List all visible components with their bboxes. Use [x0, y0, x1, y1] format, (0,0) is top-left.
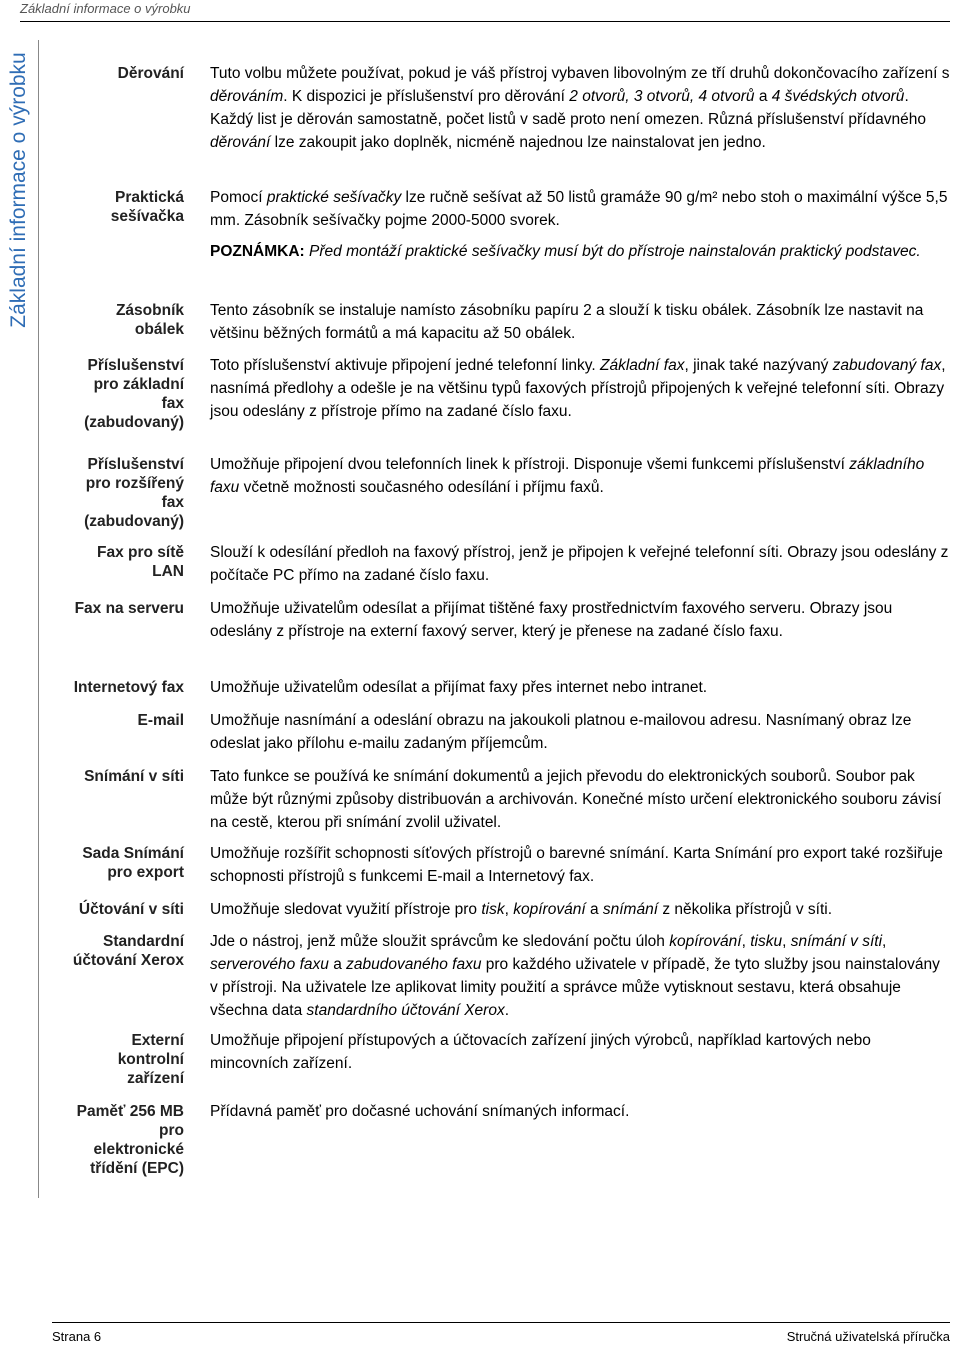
feature-term: Praktická sešívačka: [110, 189, 184, 225]
description-paragraph: Umožňuje uživatelům odesílat a přijímat tištěné faxy prostřednictvím faxového serveru. Obrazy jsou odeslány z přístroje na externí faxový server, který je přenese na zadané číslo faxu.: [210, 600, 893, 640]
feature-term: Standardní účtování Xerox: [72, 933, 184, 969]
feature-description: [210, 930, 950, 1030]
description-paragraph: Toto příslušenství aktivuje připojení jedné telefonní linky. Základní fax, jinak také nazývaný zabudovaný fax, nasnímá předlohy a odešle je na většinu typů faxových přístrojů připojených k veřejné telefonní síti. Obrazy jsou odeslány z přístroje přímo na zadané číslo faxu.: [210, 357, 946, 420]
description-paragraph: Umožňuje rozšířit schopnosti síťových přístrojů o barevné snímání. Karta Snímání pro export také rozšiřuje schopnosti přístrojů s funkcemi E-mail a Internetový fax.: [210, 845, 943, 885]
feature-term: E-mail: [137, 712, 184, 729]
feature-description: [210, 898, 950, 929]
description-paragraph: Umožňuje připojení přístupových a účtovacích zařízení jiných výrobců, například kartových nebo mincovních zařízení.: [210, 1032, 871, 1072]
side-tab: [0, 40, 38, 340]
description-paragraph: Tuto volbu můžete používat, pokud je váš přístroj vybaven libovolným ze tří druhů dokončovacího zařízení s děrováním. K dispozici je příslušenství pro děrování 2 otvorů, 3 otvorů, 4 otvorů a 4 švédských otvorů. Každý list je děrován samostatně, počet listů v sadě proto není omezen. Různá příslušenství přídavného děrování lze zakoupit jako doplněk, nicméně najednou lze nainstalovat jen jedno.: [210, 65, 950, 151]
feature-description: [210, 62, 950, 162]
feature-description: [210, 842, 950, 896]
feature-description: [210, 1100, 950, 1131]
feature-term: Internetový fax: [73, 679, 184, 696]
feature-term: Příslušenství pro základní fax (zabudovaný): [84, 357, 184, 431]
feature-description: [210, 354, 950, 431]
description-paragraph: POZNÁMKA: Před montáží praktické sešívačky musí být do přístroje nainstalován praktický podstavec.: [210, 243, 921, 260]
feature-description: [210, 186, 950, 271]
feature-term: Snímání v síti: [84, 768, 184, 785]
page-number: Strana 6: [52, 1329, 102, 1344]
description-paragraph: Pomocí praktické sešívačky lze ručně sešívat až 50 listů gramáže 90 g/m² nebo stoh o maximální výšce 5,5 mm. Zásobník sešívačky pojme 2000-5000 svorek.: [210, 189, 948, 229]
description-paragraph: Umožňuje sledovat využití přístroje pro tisk, kopírování a snímání z několika přístrojů v síti.: [210, 901, 833, 918]
description-paragraph: Umožňuje připojení dvou telefonních linek k přístroji. Disponuje všemi funkcemi příslušenství základního faxu včetně možnosti současného odesílání i příjmu faxů.: [210, 456, 925, 496]
feature-term: Příslušenství pro rozšířený fax (zabudovaný): [84, 456, 184, 530]
description-paragraph: Jde o nástroj, jenž může sloužit správcům ke sledování počtu úloh kopírování, tisku, snímání v síti, serverového faxu a zabudovaného faxu pro každého uživatele v případě, že tyto služby jsou nainstalovány v přístroji. Na uživatele lze aplikovat limity použití a správce může vytisknout sestavu, která obsahuje všechna data standardního účtování Xerox.: [210, 933, 940, 1019]
feature-term: Zásobník obálek: [115, 302, 184, 338]
feature-term: Fax na serveru: [74, 600, 184, 617]
description-paragraph: Tento zásobník se instaluje namísto zásobníku papíru 2 a slouží k tisku obálek. Zásobník lze nastavit na většinu běžných formátů a má kapacitu až 50 obálek.: [210, 302, 924, 342]
feature-description: [210, 709, 950, 763]
feature-description: [210, 453, 950, 507]
running-header: [20, 0, 950, 22]
description-paragraph: Slouží k odesílání předloh na faxový přístroj, jenž je připojen k veřejné telefonní síti. Obrazy jsou odeslány z počítače PC přímo na zadané číslo faxu.: [210, 544, 949, 584]
feature-description: [210, 765, 950, 842]
running-header-title: Základní informace o výrobku: [20, 1, 191, 16]
description-paragraph: Umožňuje nasnímání a odeslání obrazu na jakoukoli platnou e-mailovou adresu. Nasnímaný obraz lze odeslat jako přílohu e-mailu zadaným příjemcům.: [210, 712, 912, 752]
feature-term: Děrování: [117, 65, 184, 82]
feature-term: Fax pro sítě LAN: [97, 544, 184, 580]
description-paragraph: Umožňuje uživatelům odesílat a přijímat faxy přes internet nebo intranet.: [210, 679, 708, 696]
feature-term: Účtování v síti: [78, 901, 184, 918]
description-paragraph: Tato funkce se používá ke snímání dokumentů a jejich převodu do elektronických souborů. Soubor pak může být různými způsoby distribuován a archivován. Konečné místo určení elektronického souboru závisí na cestě, kterou při snímání zvolil uživatel.: [210, 768, 942, 831]
side-tab-label: Základní informace o výrobku: [7, 52, 30, 328]
feature-description: [210, 299, 950, 353]
feature-description: [210, 541, 950, 595]
guide-title: Stručná uživatelská příručka: [786, 1329, 950, 1344]
feature-term: Sada Snímání pro export: [82, 845, 184, 881]
feature-description: [210, 1029, 950, 1083]
feature-description: [210, 597, 950, 651]
feature-term: Paměť 256 MB pro elektronické třídění (EPC): [76, 1103, 184, 1177]
footer: [52, 1322, 950, 1344]
description-paragraph: Přídavná paměť pro dočasné uchování snímaných informací.: [210, 1103, 630, 1120]
feature-description: [210, 676, 950, 707]
feature-term: Externí kontrolní zařízení: [117, 1032, 184, 1087]
